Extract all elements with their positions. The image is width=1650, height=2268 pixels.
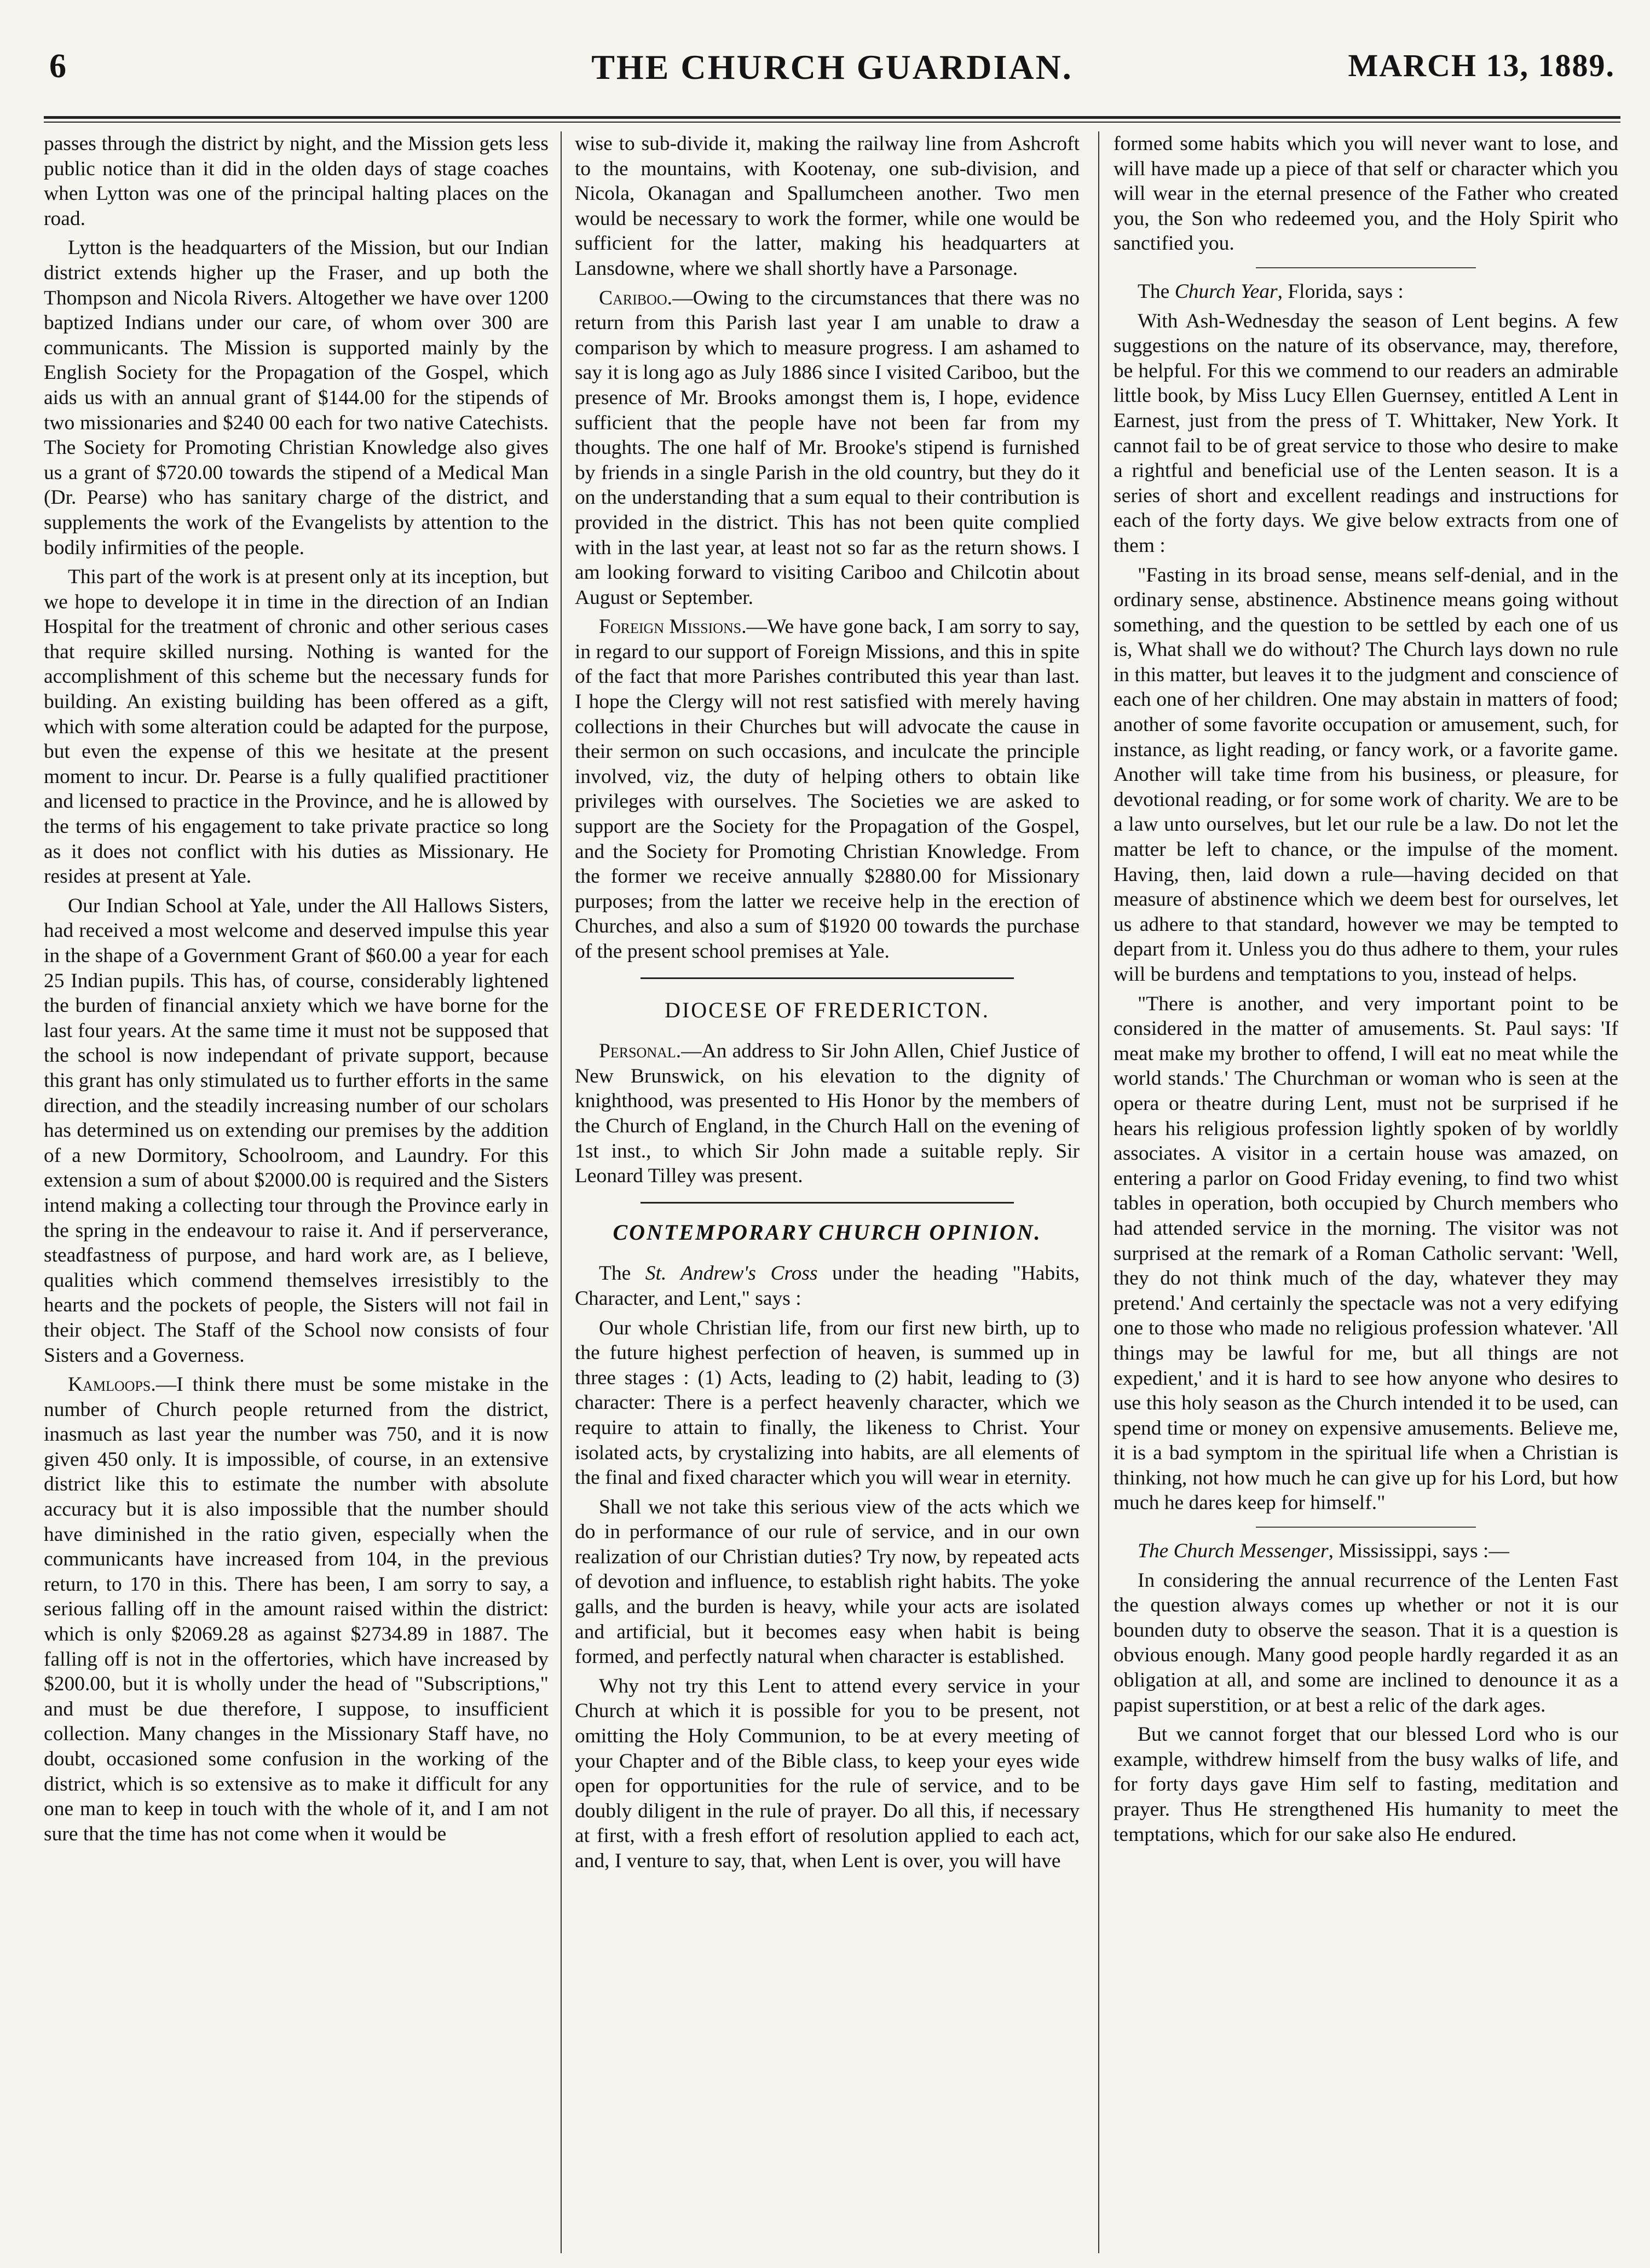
source-name: Church Year [1174,280,1278,303]
paragraph: formed some habits which you will never want to lose, and will have made up a piece of that self or character which you will wear in the eternal presence of the Father who created you, the Son who redeemed you, and the Holy Spirit who sanctified you. [1114,133,1618,255]
column-2 [575,131,1080,2253]
section-rule [641,977,1014,979]
source-name: The Church Messenger [1138,1540,1329,1563]
source-intro: The St. Andrew's Cross under the heading "Habits, Character, and Lent," says : [575,1262,1080,1310]
paragraph: Why not try this Lent to attend every service in your Church at which it is possible for you to be present, not omitting the Holy Communion, to be at every meeting of your Chapter and of the Bible class, to keep your eyes wide open for opportunities for the rule of service, and to be doubly diligent in the rule of prayer. Do all this, if necessary at first, with a fresh effort of resolution applied to each act, and, I venture to say, that, when Lent is over, you will have [575,1674,1080,1872]
section-lead: Kamloops. [68,1373,156,1396]
newspaper-title: THE CHURCH GUARDIAN. [591,48,1073,87]
paragraph-kamloops [44,1372,549,1846]
paragraph-text: —We have gone back, I am sorry to say, in regard to our support of Foreign Missions, and this in spite of the fact that more Parishes contributed this year than last. I hope the Clergy will not rest satisfied with merely having collections in their Churches but will advocate the cause in their sermon on such occasions, and inculcate the principle involved, viz, the duty of helping others to obtain like privileges with ourselves. The Societies we are asked to support are the Society for the Propagation of the Gospel, and the Society for Promoting Christian Knowledge. From the former we receive annually $2880.00 for Missionary purposes; from the latter we receive help in the erection of Churches, and also a sum of $1920 00 towards the purchase of the present school premises at Yale. [575,615,1080,963]
separator-rule [1256,1527,1476,1528]
paragraph: This part of the work is at present only at its inception, but we hope to develope it in time in the direction of an Indian Hospital for the treatment of chronic and other serious cases that require skilled nursing. Nothing is wanted for the accomplishment of this scheme but the necessary funds for building. An existing building has been offered as a gift, which with some alteration could be adapted for the purpose, but even the expense of this we hesitate at the present moment to incur. Dr. Pearse is a fully qualified practitioner and licensed to practice in the Province, and he is allowed by the terms of his engagement to take private practice so long as it does not conflict with his duties as Missionary. He resides at present at Yale. [44,566,549,888]
section-rule [641,1202,1014,1204]
quoted-paragraph: "There is another, and very important point to be considered in the matter of amusements. St. Paul says: 'If meat make my brother to offend, I will eat no meat while the world stands.' The Churchman or woman who is seen at the opera or theatre during Lent, must not be surprised if he hears his religious profession lightly spoken of by worldly associates. A visitor in a certain house was amazed, on entering a parlor on Good Friday evening, to find two whist tables in operation, both occupied by Church members who had attended service in the morning. The visitor was not surprised at the remark of a Roman Catholic servant: 'Well, they do not think much of the day, whatever they may pretend.' And certainly the spectacle was not a very edifying one to those who made no religious profession whatever. 'All things may be lawful for me, but all things are not expedient,' and it is hard to see how anyone who desires to use this holy season as the Church intended it to be used, can spend time or money on expensive amusements. Believe me, it is a bad symptom in the spiritual life when a Christian is thinking, not how much he can give up for his Lord, but how much he dares keep for himself." [1114,992,1618,1515]
paragraph: passes through the district by night, and the Mission gets less public notice than it did in the olden days of stage coaches when Lytton was one of the principal halting places on the road. [44,133,549,230]
section-lead: Foreign Missions. [599,615,747,638]
paragraph: In considering the annual recurrence of the Lenten Fast the question always comes up whether or not it is our bounden duty to observe the season. That it is a question is obvious enough. Many good people hardly regarded it as an obligation at all, and some are inclined to denounce it as a papist superstition, or at best a relic of the dark ages. [1114,1569,1618,1717]
source-intro: The Church Messenger, Mississippi, says :— [1138,1540,1509,1563]
paragraph: Shall we not take this serious view of the acts which we do in performance of our rule of service, and in our own realization of our Christian duties? Try now, by repeated acts of devotion and influence, to establish right habits. The yoke galls, and the burden is heavy, while your acts are isolated and artificial, but it becomes easy when habit is being formed, and perfectly natural when character is established. [575,1495,1080,1668]
paragraph-foreign-missions [575,614,1080,964]
source-name: St. Andrew's Cross [645,1262,818,1285]
section-heading-fredericton: DIOCESE OF FREDERICTON. [665,997,990,1022]
paragraph-text: —Owing to the circumstances that there was no return from this Parish last year I am unable to draw a comparison by which to measure progress. I am ashamed to say it is long ago as July 1886 since I visited Cariboo, but the presence of Mr. Brooks amongst them is, I hope, evidence sufficient that the people have not been far from my thoughts. The one half of Mr. Brooke's stipend is furnished by friends in a single Parish in the old country, but they do it on the understanding that a sum equal to their contribution is provided in the district. This has not been quite complied with in the last year, at least not so far as the return shows. I am looking forward to visiting Cariboo and Chilcotin about August or September. [575,286,1080,609]
paragraph-cariboo [575,286,1080,611]
paragraph: wise to sub-divide it, making the railway line from Ashcroft to the mountains, with Kootenay, one sub-division, and Nicola, Okanagan and Spallumcheen another. Two men would be necessary to work the former, while one would be sufficient for the latter, making his headquarters at Lansdowne, where we shall shortly have a Parsonage. [575,133,1080,280]
header-rule [44,116,1620,119]
section-lead: Personal. [599,1040,682,1063]
column-divider [1098,131,1099,2253]
paragraph: Our whole Christian life, from our first new birth, up to the future highest perfection of heaven, is summed up in three stages : (1) Acts, leading to (2) habit, leading to (3) character: There is a perfect heavenly character, which we require to attain to finally, the likeness to Christ. Your isolated acts, by crystalizing into habits, are all elements of the final and fixed character which you will wear in eternity. [575,1316,1080,1489]
paragraph-text: —I think there must be some mistake in the number of Church people returned from the district, inasmuch as last year the number was 750, and it is now given 450 only. It is impossible, of course, in an extensive district like this to estimate the number with absolute accuracy but it is also impossible that the number should have diminished in the ratio given, especially when the communicants have increased from 104, in the previous return, to 170 in this. There has been, I am sorry to say, a serious falling off in the amount raised within the district: which is only $2069.28 as against $2734.89 in 1887. The falling off is not in the offertories, which have increased by $200.00, but it is wholly under the head of "Subscriptions," and must be due therefore, I suppose, to insufficient collection. Many changes in the Missionary Staff have, no doubt, occasioned some confusion in the working of the district, which is so extensive as to make it difficult for any one man to keep in touch with the whole of it, and I am not sure that the time has not come when it would be [44,1373,549,1845]
separator-rule [1256,267,1476,268]
paragraph-text: —An address to Sir John Allen, Chief Justice of New Brunswick, on his elevation to the dignity of knighthood, was presented to His Honor by the members of the Church of England, in the Church Hall on the evening of 1st inst., to which Sir John made a suitable reply. Sir Leonard Tilley was present. [575,1040,1080,1188]
paragraph: Lytton is the headquarters of the Mission, but our Indian district extends higher up the Fraser, and up both the Thompson and Nicola Rivers. Altogether we have over 1200 baptized Indians under our care, of whom over 300 are communicants. The Mission is supported mainly by the English Society for the Propagation of the Gospel, which aids us with an annual grant of $144.00 for the stipends of two missionaries and $240 00 each for two native Catechists. The Society for Promoting Christian Knowledge also gives us a grant of $720.00 towards the stipend of a Medical Man (Dr. Pearse) who has sanitary charge of the district, and supplements the work of the Evangelists by attention to the bodily infirmities of the people. [44,237,549,559]
header-rule-thin [44,122,1620,123]
paragraph: Our Indian School at Yale, under the All Hallows Sisters, had received a most welcome and deserved impulse this year in the shape of a Government Grant of $60.00 a year for each 25 Indian pupils. This has, of course, considerably lightened the burden of financial anxiety which we have borne for the last four years. At the same time it must not be supposed that the school is now independant of private support, because this grant has only stimulated us to further efforts in the same direction, and the steadily increasing number of our scholars has determined us on extending our premises by the addition of a new Dormitory, Schoolroom, and Laundry. For this extension a sum of about $2000.00 is required and the Sisters intend making a collecting tour through the Province early in the spring in the endeavour to raise it. And if perserverance, steadfastness of purpose, and hard work are, as I believe, qualities which commend themselves irresistibly to the hearts and the pockets of people, the Sisters will not fail in their object. The Staff of the School now consists of four Sisters and a Governess. [44,894,549,1367]
masthead [44,15,1620,97]
section-heading-opinion: CONTEMPORARY CHURCH OPINION. [613,1219,1042,1245]
quoted-paragraph: "Fasting in its broad sense, means self-denial, and in the ordinary sense, abstinence. Abstinence means going without something, and the question to be settled by each one of us is, What shall we do without? The Church lays down no rule in this matter, but leaves it to the judgment and conscience of each one of her children. One may abstain in matters of food; another of some favorite occupation or amusement, such, for instance, as light reading, or fancy work, or a favorite game. Another will take time from his business, or pleasure, for devotional reading, or for some work of charity. We are to be a law unto ourselves, but let our rule be a law. Do not let the matter be left to chance, or the impulse of the moment. Having, then, laid down a rule—having decided on that measure of abstinence which we deem best for ourselves, let us adhere to that standard, however we may be tempted to depart from it. Unless you do thus adhere to them, your rules will be burdens and temptations to you, instead of helps. [1114,563,1618,986]
column-divider [561,131,562,2253]
column-3 [1114,131,1618,2253]
source-intro: The Church Year, Florida, says : [1138,280,1404,303]
column-1 [44,131,549,2253]
issue-date: MARCH 13, 1889. [1348,48,1615,83]
page-number: 6 [49,48,66,85]
section-lead: Cariboo. [599,286,673,309]
paragraph-personal [575,1039,1080,1189]
paragraph: With Ash-Wednesday the season of Lent begins. A few suggestions on the nature of its observance, may, therefore, be helpful. For this we commend to our readers an admirable little book, by Miss Lucy Ellen Guernsey, entitled A Lent in Earnest, just from the press of T. Whittaker, New York. It cannot fail to be of great service to those who desire to make a rightful and beneficial use of the Lenten season. It is a series of short and excellent readings and instructions for each of the forty days. We give below extracts from one of them : [1114,309,1618,557]
paragraph: But we cannot forget that our blessed Lord who is our example, withdrew himself from the busy walks of life, and for forty days gave Him self to fasting, meditation and prayer. Thus He strengthened His humanity to meet the temptations, which for our sake also He endured. [1114,1723,1618,1846]
